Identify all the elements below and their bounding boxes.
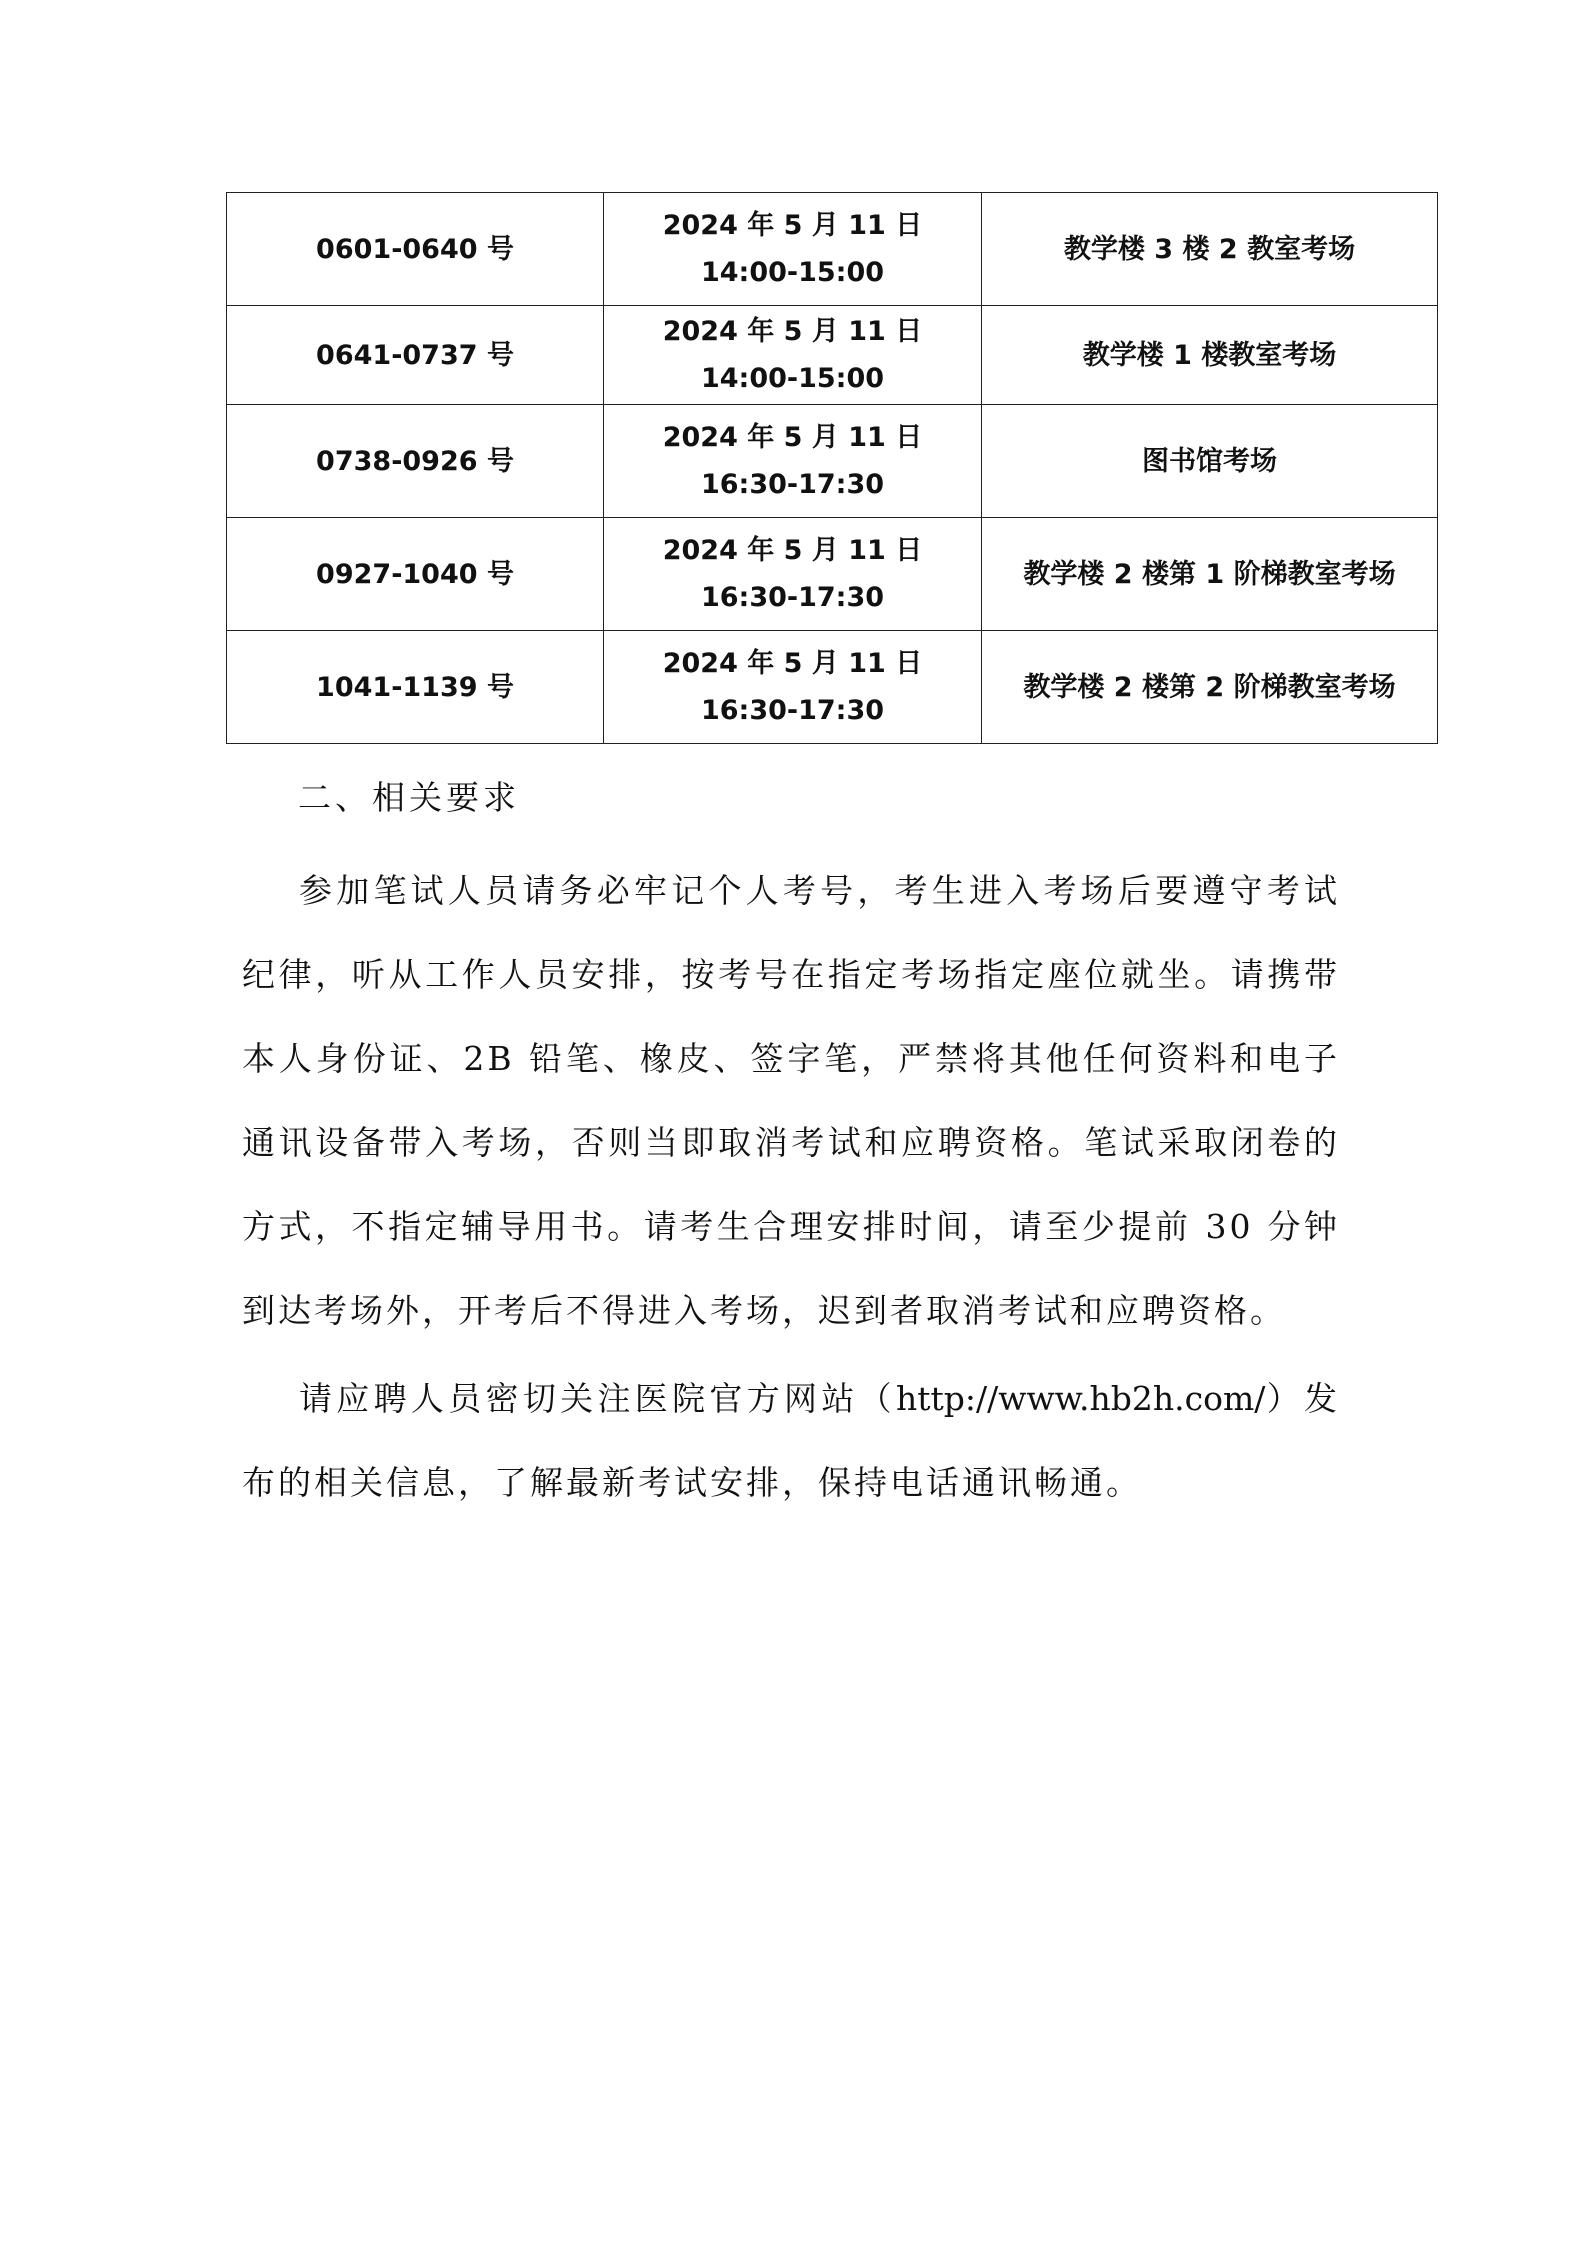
- exam-number-range: 1041-1139 号: [227, 631, 604, 744]
- exam-venue: 教学楼 1 楼教室考场: [982, 306, 1438, 405]
- exam-time: 14:00-15:00: [700, 257, 885, 288]
- requirements-paragraph: 参加笔试人员请务必牢记个人考号，考生进入考场后要遵守考试纪律，听从工作人员安排，按考号在指定考场指定座位就坐。请携带本人身份证、2B 铅笔、橡皮、签字笔，严禁将其他任何资料和电子通讯设备带入考场，否则当即取消考试和应聘资格。笔试采取闭卷的方式，不指定辅导用书。请考生合理安排时间，请至少提前 30 分钟到达考场外，开考后不得进入考场，迟到者取消考试和应聘资格。: [242, 871, 1340, 1330]
- exam-date: 2024 年 5 月 11 日: [662, 210, 923, 241]
- exam-date: 2024 年 5 月 11 日: [662, 535, 923, 566]
- section-heading: 二、相关要求: [298, 778, 520, 817]
- table-row: [227, 405, 1438, 518]
- exam-datetime: [604, 631, 982, 744]
- exam-number-range: 0601-0640 号: [227, 193, 604, 306]
- exam-datetime: [604, 518, 982, 631]
- exam-date: 2024 年 5 月 11 日: [662, 422, 923, 453]
- exam-date: 2024 年 5 月 11 日: [662, 648, 923, 679]
- exam-schedule-table: [226, 192, 1438, 744]
- exam-time: 14:00-15:00: [700, 363, 885, 394]
- exam-number-range: 0927-1040 号: [227, 518, 604, 631]
- table-row: [227, 193, 1438, 306]
- exam-venue: 图书馆考场: [982, 405, 1438, 518]
- exam-datetime: [604, 306, 982, 405]
- exam-datetime: [604, 193, 982, 306]
- exam-number-range: 0738-0926 号: [227, 405, 604, 518]
- exam-time: 16:30-17:30: [700, 695, 885, 726]
- notice-paragraph: [242, 1357, 1340, 1525]
- exam-number-range: 0641-0737 号: [227, 306, 604, 405]
- hospital-website-link[interactable]: http://www.hb2h.com/: [895, 1379, 1266, 1418]
- notice-text-before: 请应聘人员密切关注医院官方网站（: [299, 1379, 896, 1418]
- exam-time: 16:30-17:30: [700, 469, 885, 500]
- notice-text-after: ）发布的相关信息，了解最新考试安排，保持电话通讯畅通。: [242, 1379, 1341, 1502]
- exam-venue: 教学楼 2 楼第 1 阶梯教室考场: [982, 518, 1438, 631]
- exam-date: 2024 年 5 月 11 日: [662, 316, 923, 347]
- exam-venue: 教学楼 3 楼 2 教室考场: [982, 193, 1438, 306]
- table-row: [227, 631, 1438, 744]
- exam-venue: 教学楼 2 楼第 2 阶梯教室考场: [982, 631, 1438, 744]
- exam-datetime: [604, 405, 982, 518]
- table-row: [227, 306, 1438, 405]
- exam-time: 16:30-17:30: [700, 582, 885, 613]
- table-row: [227, 518, 1438, 631]
